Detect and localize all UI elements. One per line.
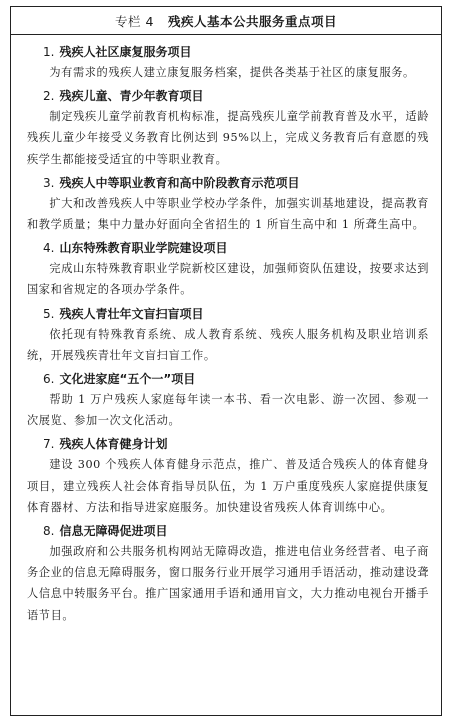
project-heading — [27, 173, 429, 193]
project-number: 2. — [43, 89, 55, 104]
box-title-row — [11, 7, 441, 35]
project-title: 残疾人中等职业教育和高中阶段教育示范项目 — [59, 175, 300, 190]
project-number: 7. — [43, 437, 55, 452]
project-description: 扩大和改善残疾人中等职业学校办学条件，加强实训基地建设，提高教育和教学质量；集中力量办好面向全省招生的 1 所盲生高中和 1 所聋生高中。 — [27, 196, 429, 232]
feature-box — [10, 6, 442, 716]
project-description: 加强政府和公共服务机构网站无障碍改造，推进电信业务经营者、电子商务企业的信息无障碍服务，窗口服务行业开展学习通用手语活动，推动建设聋人信息中转服务平台。推广国家通用手语和通用盲文，大力推动电视台开播手语节目。 — [27, 545, 429, 622]
project-description: 制定残疾儿童学前教育机构标准，提高残疾儿童学前教育普及水平，适龄残疾儿童少年接受义务教育比例达到 95%以上，完成义务教育后有意愿的残疾学生都能接受适宜的中等职业教育。 — [27, 110, 429, 166]
project-number: 3. — [43, 175, 55, 190]
project-title: 残疾人社区康复服务项目 — [59, 45, 192, 59]
box-label: 专栏 4 — [115, 13, 154, 29]
project-title: 残疾人青壮年文盲扫盲项目 — [59, 306, 204, 321]
project-heading — [27, 369, 429, 389]
project-heading — [27, 238, 429, 258]
project-section — [27, 238, 429, 300]
project-number: 5. — [43, 306, 55, 321]
project-section — [27, 304, 429, 366]
project-description: 依托现有特殊教育系统、成人教育系统、残疾人服务机构及职业培训系统，开展残疾青壮年文盲扫盲工作。 — [27, 327, 429, 362]
project-heading — [27, 521, 429, 541]
project-title: 文化进家庭“五个一”项目 — [59, 372, 196, 387]
project-section — [27, 521, 429, 626]
project-title: 信息无障碍促进项目 — [59, 524, 168, 539]
project-heading — [27, 42, 429, 62]
project-description: 帮助 1 万户残疾人家庭每年读一本书、看一次电影、游一次园、参观一次展览、参加一次文化活动。 — [27, 393, 429, 428]
project-number: 6. — [43, 372, 55, 387]
project-number: 8. — [43, 524, 55, 539]
project-description: 为有需求的残疾人建立康复服务档案，提供各类基于社区的康复服务。 — [49, 66, 415, 79]
project-number: 4. — [43, 241, 55, 256]
project-heading — [27, 304, 429, 324]
project-heading — [27, 86, 429, 106]
project-section — [27, 434, 429, 518]
project-number: 1. — [43, 45, 55, 59]
box-content — [11, 35, 441, 626]
project-title: 残疾人体育健身计划 — [59, 437, 168, 452]
box-title: 残疾人基本公共服务重点项目 — [167, 13, 337, 29]
project-title: 山东特殊教育职业学院建设项目 — [59, 241, 228, 256]
project-section — [27, 42, 429, 83]
project-section — [27, 173, 429, 235]
project-description: 完成山东特殊教育职业学院新校区建设，加强师资队伍建设，按要求达到国家和省规定的各项办学条件。 — [27, 262, 429, 297]
project-title: 残疾儿童、青少年教育项目 — [59, 89, 204, 104]
project-section — [27, 369, 429, 431]
project-section — [27, 86, 429, 170]
project-description: 建设 300 个残疾人体育健身示范点，推广、普及适合残疾人的体育健身项目，建立残疾人社会体育指导员队伍，为 1 万户重度残疾人家庭提供康复体育器材、方法和指导进家庭服务。加快建设省残疾人体育训练中心。 — [27, 458, 429, 514]
project-heading — [27, 434, 429, 454]
